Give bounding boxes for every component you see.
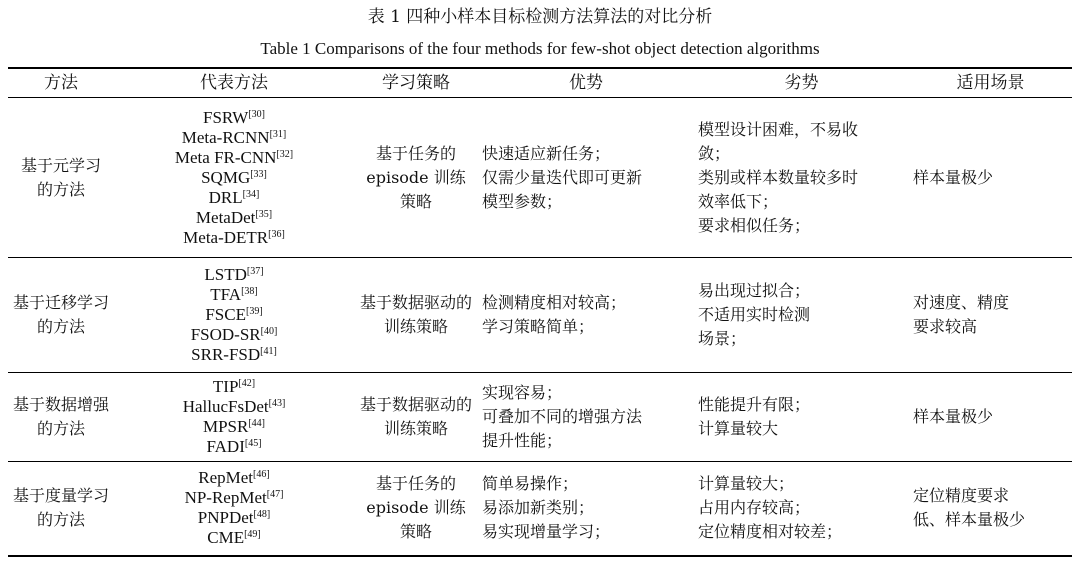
advantages-cell-line: 学习策略简单； <box>482 317 595 336</box>
citation-ref: [43] <box>268 398 286 409</box>
representative-method <box>114 468 354 488</box>
citation-ref: [35] <box>255 208 273 220</box>
citation-ref: [42] <box>238 378 256 389</box>
method-name: SQMG <box>201 167 251 187</box>
citation-ref: [30] <box>248 108 266 120</box>
method-name: HallucFsDet <box>182 397 269 416</box>
advantages-cell-line: 简单易操作； <box>482 474 579 494</box>
method-name: FSRW <box>202 107 249 127</box>
strategy-cell-line: 策略 <box>399 522 432 542</box>
advantages-cell-line: 检测精度相对较高； <box>482 293 627 312</box>
citation-ref: [33] <box>250 168 267 180</box>
advantages-cell <box>478 258 694 373</box>
representative-cell <box>114 258 354 373</box>
table-row <box>8 98 1072 258</box>
method-name: CME <box>207 528 245 548</box>
strategy-cell-line: 基于任务的 <box>375 143 456 163</box>
representative-method <box>114 437 354 457</box>
method-name: RepMet <box>198 468 254 488</box>
strategy-cell-line: 训练策略 <box>383 317 448 336</box>
strategy-cell-line: 基于任务的 <box>375 474 456 494</box>
disadvantages-cell-line: 场景； <box>698 329 747 348</box>
scenario-cell <box>909 373 1072 462</box>
citation-ref: [47] <box>266 489 284 501</box>
strategy-cell-line: 训练策略 <box>383 419 448 438</box>
method-cell-line: 的方法 <box>36 510 85 530</box>
method-name: Meta FR-CNN <box>174 147 277 167</box>
header-strategy: 学习策略 <box>354 68 478 98</box>
citation-ref: [40] <box>260 326 278 337</box>
method-name: Meta-DETR <box>183 227 269 247</box>
method-name: SRR-FSD <box>191 345 261 364</box>
scenario-cell-line: 要求较高 <box>913 317 978 336</box>
method-cell-line: 基于数据增强 <box>12 395 109 414</box>
method-name: MetaDet <box>195 207 256 227</box>
advantages-cell-line: 提升性能； <box>482 431 563 450</box>
table-row <box>8 462 1072 556</box>
header-scenario: 适用场景 <box>909 68 1072 98</box>
header-method: 方法 <box>8 68 114 98</box>
method-name: DRL <box>208 187 243 207</box>
citation-ref: [36] <box>268 228 285 240</box>
method-name: NP-RepMet <box>184 488 267 508</box>
citation-ref: [44] <box>248 418 266 429</box>
method-name: MPSR <box>202 417 249 436</box>
method-cell-line: 的方法 <box>36 419 85 438</box>
method-name: Meta-RCNN <box>181 127 270 147</box>
method-cell-line: 基于元学习 <box>20 155 101 175</box>
citation-ref: [39] <box>245 306 263 317</box>
representative-cell <box>114 98 354 258</box>
strategy-cell <box>354 373 478 462</box>
header-row <box>8 68 1072 98</box>
representative-method <box>114 265 354 285</box>
scenario-cell-line: 低、样本量极少 <box>913 510 1026 530</box>
representative-cell <box>114 462 354 556</box>
disadvantages-cell-line: 敛； <box>698 143 731 163</box>
advantages-cell-line: 快速适应新任务； <box>482 143 611 163</box>
citation-ref: [41] <box>260 346 277 357</box>
disadvantages-cell <box>694 373 909 462</box>
advantages-cell-line: 仅需少量迭代即可更新 <box>482 167 643 187</box>
comparison-table <box>8 67 1072 557</box>
method-name: FSOD-SR <box>190 325 261 344</box>
scenario-cell-line: 样本量极少 <box>913 167 994 187</box>
disadvantages-cell <box>694 462 909 556</box>
disadvantages-cell-line: 模型设计困难，不易收 <box>698 119 859 139</box>
method-cell-line: 的方法 <box>36 179 85 199</box>
citation-ref: [34] <box>242 188 260 200</box>
method-name: TFA <box>210 285 242 304</box>
method-cell <box>8 98 114 258</box>
representative-cell <box>114 373 354 462</box>
representative-method <box>114 345 354 365</box>
representative-method <box>114 148 354 168</box>
scenario-cell-line: 对速度、精度 <box>913 293 1010 312</box>
disadvantages-cell <box>694 98 909 258</box>
citation-ref: [49] <box>244 529 261 541</box>
disadvantages-cell-line: 不适用实时检测 <box>698 305 811 324</box>
strategy-cell-line: episode 训练 <box>366 167 466 187</box>
method-name: LSTD <box>204 265 247 284</box>
strategy-cell <box>354 98 478 258</box>
strategy-cell <box>354 462 478 556</box>
scenario-cell-line: 定位精度要求 <box>913 486 1010 506</box>
representative-method <box>114 188 354 208</box>
method-cell-line: 基于迁移学习 <box>12 293 109 312</box>
disadvantages-cell-line: 效率低下； <box>698 191 779 211</box>
representative-method <box>114 108 354 128</box>
representative-method <box>114 128 354 148</box>
advantages-cell <box>478 98 694 258</box>
representative-method <box>114 377 354 397</box>
scenario-cell <box>909 462 1072 556</box>
advantages-cell-line: 实现容易； <box>482 383 563 402</box>
strategy-cell-line: 基于数据驱动的 <box>359 293 472 312</box>
representative-method <box>114 168 354 188</box>
method-name: TIP <box>212 377 239 396</box>
representative-method <box>114 285 354 305</box>
method-cell-line: 基于度量学习 <box>12 486 109 506</box>
disadvantages-cell-line: 要求相似任务； <box>698 215 811 235</box>
advantages-cell <box>478 462 694 556</box>
table-caption-en: Table 1 Comparisons of the four methods for few-shot object detection algorithms <box>260 39 820 58</box>
method-cell <box>8 258 114 373</box>
header-advantages: 优势 <box>478 68 694 98</box>
scenario-cell-line: 样本量极少 <box>913 407 994 426</box>
disadvantages-cell-line: 定位精度相对较差； <box>698 522 843 542</box>
advantages-cell <box>478 373 694 462</box>
scenario-cell <box>909 258 1072 373</box>
advantages-cell-line: 易实现增量学习； <box>482 522 611 542</box>
disadvantages-cell-line: 类别或样本数量较多时 <box>698 167 859 187</box>
method-name: FSCE <box>205 305 246 324</box>
method-name: FADI <box>206 437 245 456</box>
citation-ref: [46] <box>253 469 270 481</box>
table-caption-zh: 表 1 四种小样本目标检测方法算法的对比分析 <box>367 7 713 27</box>
citation-ref: [31] <box>269 128 287 140</box>
method-cell-line: 的方法 <box>36 317 85 336</box>
strategy-cell <box>354 258 478 373</box>
advantages-cell-line: 易添加新类别； <box>482 498 595 518</box>
representative-method <box>114 417 354 437</box>
citation-ref: [48] <box>253 509 271 521</box>
disadvantages-cell-line: 占用内存较高； <box>698 498 811 518</box>
advantages-cell-line: 模型参数； <box>482 191 563 211</box>
header-representative: 代表方法 <box>114 68 354 98</box>
citation-ref: [45] <box>244 438 262 449</box>
table-row <box>8 373 1072 462</box>
disadvantages-cell-line: 计算量较大； <box>698 474 795 494</box>
representative-method <box>114 488 354 508</box>
method-cell <box>8 462 114 556</box>
representative-method <box>114 325 354 345</box>
citation-ref: [38] <box>241 286 258 297</box>
citation-ref: [37] <box>246 266 264 277</box>
representative-method <box>114 228 354 248</box>
representative-method <box>114 397 354 417</box>
strategy-cell-line: 基于数据驱动的 <box>359 395 472 414</box>
disadvantages-cell-line: 性能提升有限； <box>698 395 811 414</box>
citation-ref: [32] <box>276 148 294 160</box>
disadvantages-cell-line: 易出现过拟合； <box>698 281 811 300</box>
scenario-cell <box>909 98 1072 258</box>
disadvantages-cell <box>694 258 909 373</box>
representative-method <box>114 508 354 528</box>
method-name: PNPDet <box>197 508 254 528</box>
representative-method <box>114 528 354 548</box>
advantages-cell-line: 可叠加不同的增强方法 <box>482 407 643 426</box>
representative-method <box>114 305 354 325</box>
header-disadvantages: 劣势 <box>694 68 909 98</box>
table-row <box>8 258 1072 373</box>
strategy-cell-line: 策略 <box>399 191 432 211</box>
disadvantages-cell-line: 计算量较大 <box>698 419 779 438</box>
representative-method <box>114 208 354 228</box>
method-cell <box>8 373 114 462</box>
strategy-cell-line: episode 训练 <box>366 498 466 518</box>
